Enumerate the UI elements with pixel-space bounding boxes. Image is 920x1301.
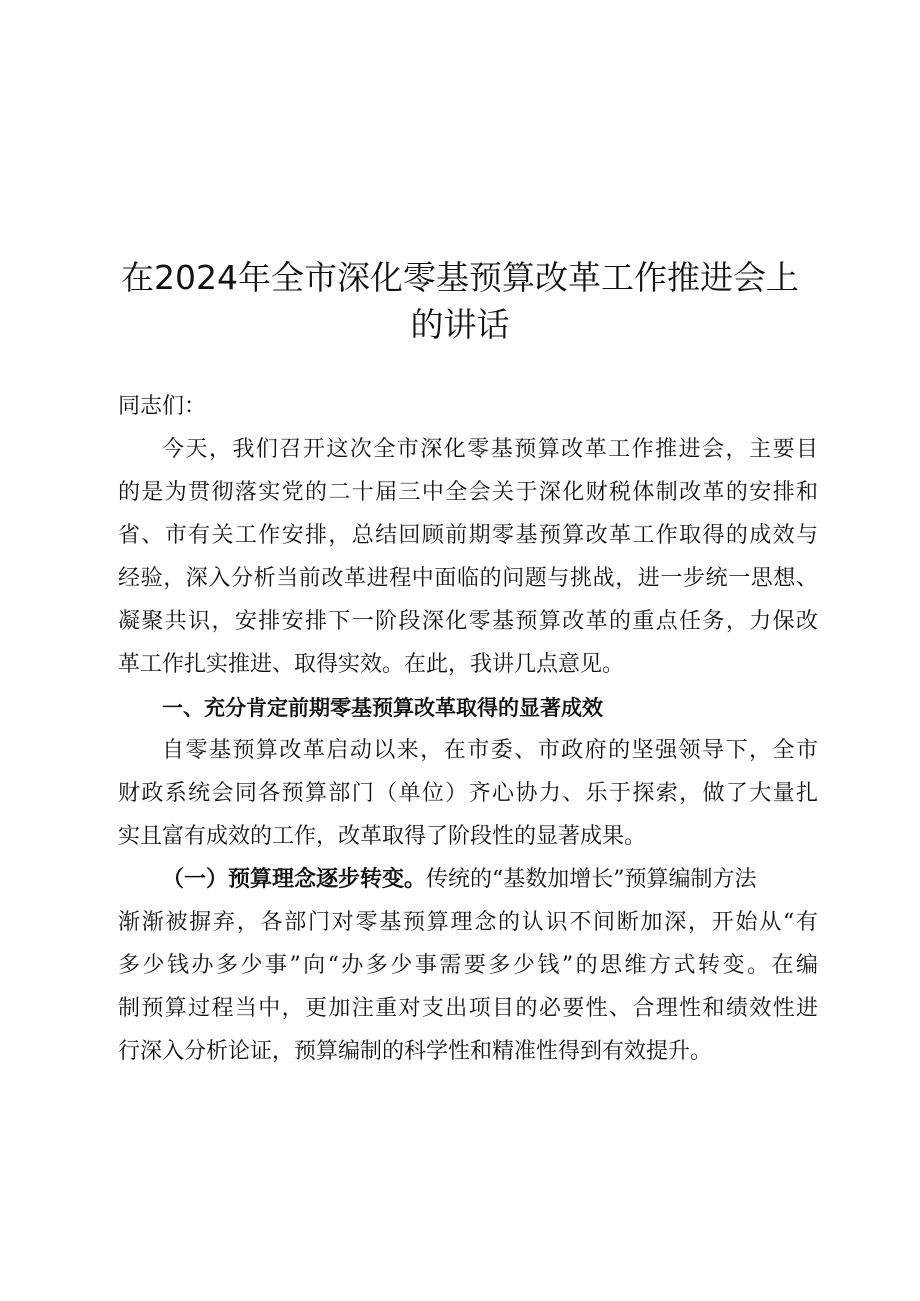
paragraph-1-line-1: 今天，我们召开这次全市深化零基预算改革工作推进会，主要目 [162,437,818,462]
paragraph-2-line-3: 实且富有成效的工作，改革取得了阶段性的显著成果。 [118,824,647,849]
document-title-line-1: 在2024年全市深化零基预算改革工作推进会上 [121,258,799,297]
paragraph-2-line-2: 财政系统会同各预算部门（单位）齐心协力、乐于探索，做了大量扎 [118,781,818,806]
paragraph-1-line-5: 凝聚共识，安排安排下一阶段深化零基预算改革的重点任务，力保改 [118,609,818,634]
paragraph-3-line-4: 制预算过程当中，更加注重对支出项目的必要性、合理性和绩效性进 [118,996,818,1021]
paragraph-3-line-2: 渐渐被摒弃，各部门对零基预算理念的认识不间断加深，开始从“有 [118,910,818,935]
section-heading-1: 一、充分肯定前期零基预算改革取得的显著成效 [162,696,603,720]
paragraph-3-line-1 [162,862,818,898]
paragraph-3-line-5: 行深入分析论证，预算编制的科学性和精准性得到有效提升。 [118,1039,713,1064]
paragraph-3-line-3: 多少钱办多少事”向“办多少事需要多少钱”的思维方式转变。在编 [118,953,818,978]
sub-heading-1: （一）预算理念逐步转变。 [162,867,427,892]
paragraph-3-line-1-text: 传统的“基数加增长”预算编制方法 [426,867,757,892]
paragraph-1-line-6: 革工作扎实推进、取得实效。在此，我讲几点意见。 [118,652,625,677]
paragraph-2-line-1: 自零基预算改革启动以来，在市委、市政府的坚强领导下，全市 [162,738,818,763]
salutation: 同志们： [118,394,207,419]
paragraph-1-line-2: 的是为贯彻落实党的二十届三中全会关于深化财税体制改革的安排和 [118,480,818,505]
paragraph-1-line-3: 省、市有关工作安排，总结回顾前期零基预算改革工作取得的成效与 [118,523,818,548]
document-title-line-2: 的讲话 [410,305,510,344]
paragraph-1-line-4: 经验，深入分析当前改革进程中面临的问题与挑战，进一步统一思想、 [118,566,818,591]
